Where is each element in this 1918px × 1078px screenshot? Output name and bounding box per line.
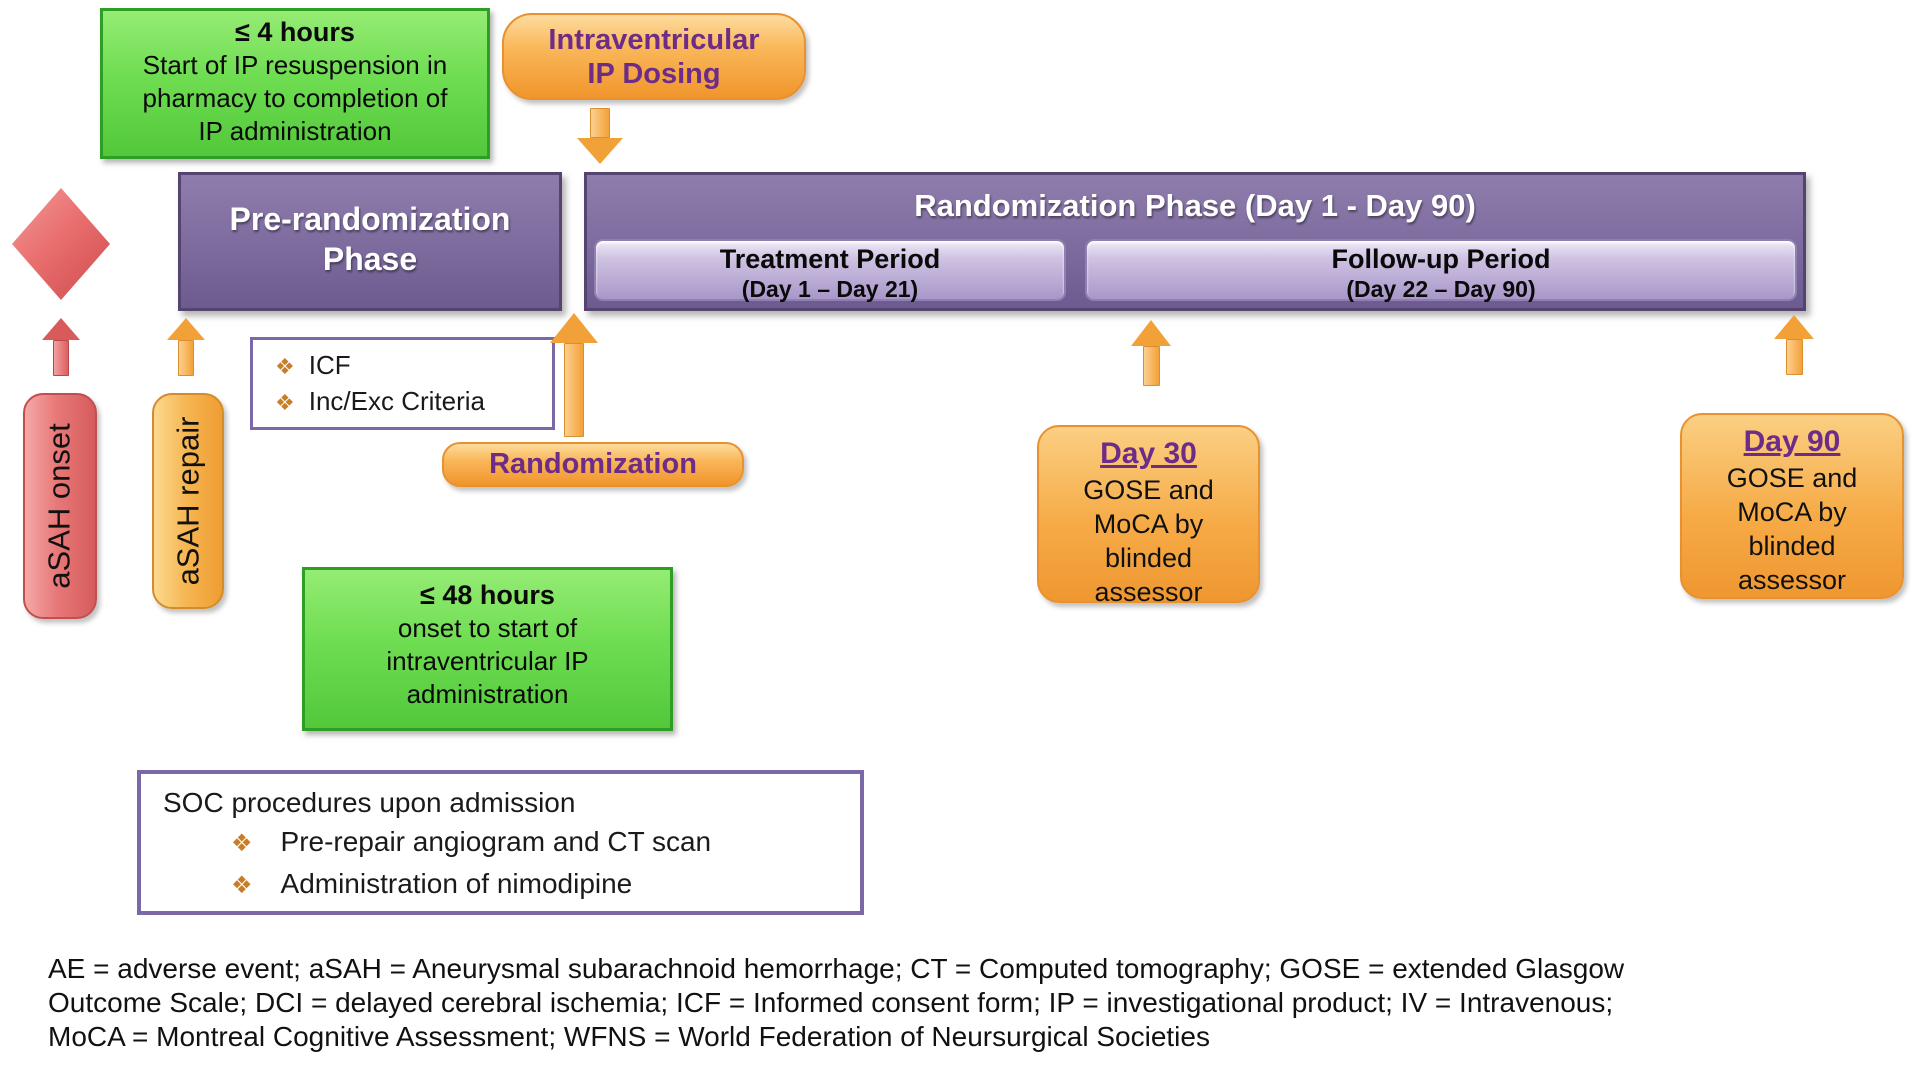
arrow-down-icon bbox=[577, 108, 623, 164]
ivp-dosing-line: IP Dosing bbox=[587, 57, 721, 90]
day90-line: blinded bbox=[1748, 531, 1836, 561]
asah-repair-label bbox=[152, 393, 224, 609]
four-hour-limit-box bbox=[100, 8, 490, 159]
arrow-up-day90-icon bbox=[1774, 315, 1814, 375]
four-hour-limit-line: IP administration bbox=[198, 116, 392, 146]
day30-title: Day 30 bbox=[1100, 437, 1197, 470]
day90-title: Day 90 bbox=[1743, 425, 1841, 458]
diamond-bullet-icon: ❖ bbox=[275, 354, 295, 379]
fortyeight-hour-limit-line: administration bbox=[406, 679, 569, 709]
icf-criteria-box bbox=[250, 337, 555, 430]
day30-assessment-box bbox=[1037, 425, 1260, 607]
four-hour-limit-title: ≤ 4 hours bbox=[235, 17, 355, 47]
asah-onset-label bbox=[23, 393, 97, 619]
legend-line: Outcome Scale; DCI = delayed cerebral ischemia; ICF = Informed consent form; IP = investigational product; IV = Intravenous; bbox=[48, 987, 1614, 1018]
ivp-dosing-line: Intraventricular bbox=[548, 23, 760, 56]
fortyeight-hour-limit-line: intraventricular IP bbox=[386, 646, 589, 676]
abbreviation-legend bbox=[48, 952, 1888, 1054]
diamond-bullet-icon: ❖ bbox=[231, 830, 253, 857]
day90-line: MoCA by bbox=[1737, 497, 1847, 527]
legend-line: MoCA = Montreal Cognitive Assessment; WFNS = World Federation of Neursurgical Societies bbox=[48, 1021, 1210, 1052]
diamond-bullet-icon: ❖ bbox=[275, 390, 295, 415]
icf-item: ICF bbox=[308, 350, 351, 380]
four-hour-limit-line: pharmacy to completion of bbox=[142, 83, 448, 113]
onset-diamond-marker bbox=[12, 188, 110, 300]
soc-procedures-box bbox=[137, 770, 864, 915]
arrow-up-randomization-icon bbox=[550, 313, 598, 437]
pre-randomization-phase-bar bbox=[178, 172, 562, 311]
fortyeight-hour-limit-line: onset to start of bbox=[397, 613, 578, 643]
followup-period-range: (Day 22 – Day 90) bbox=[1346, 276, 1536, 302]
soc-item: Administration of nimodipine bbox=[280, 868, 633, 899]
pre-phase-title-line: Pre-randomization bbox=[229, 201, 511, 237]
randomization-text: Randomization bbox=[489, 448, 697, 480]
legend-line: AE = adverse event; aSAH = Aneurysmal subarachnoid hemorrhage; CT = Computed tomography; GOSE = extended Glasgow bbox=[48, 953, 1625, 984]
four-hour-limit-line: Start of IP resuspension in bbox=[142, 50, 448, 80]
treatment-period-range: (Day 1 – Day 21) bbox=[741, 276, 919, 302]
intraventricular-ip-dosing-label bbox=[502, 13, 806, 100]
diamond-bullet-icon: ❖ bbox=[231, 872, 253, 899]
day90-assessment-box bbox=[1680, 413, 1904, 599]
followup-period-title: Follow-up Period bbox=[1331, 244, 1551, 274]
randomization-label bbox=[442, 442, 744, 487]
asah-onset-text: aSAH onset bbox=[42, 423, 77, 589]
day30-line: blinded bbox=[1104, 543, 1193, 573]
followup-period-bar bbox=[1085, 239, 1797, 301]
treatment-period-bar bbox=[594, 239, 1066, 301]
inc-exc-item: Inc/Exc Criteria bbox=[308, 386, 485, 416]
soc-item: Pre-repair angiogram and CT scan bbox=[280, 826, 712, 857]
randomization-phase-bar bbox=[584, 172, 1806, 311]
asah-repair-text: aSAH repair bbox=[170, 416, 206, 586]
randomization-phase-title: Randomization Phase (Day 1 - Day 90) bbox=[914, 188, 1476, 223]
fortyeight-hour-limit-box bbox=[302, 567, 673, 731]
arrow-up-day30-icon bbox=[1131, 320, 1171, 386]
arrow-up-repair-icon bbox=[167, 318, 205, 376]
soc-title: SOC procedures upon admission bbox=[163, 787, 576, 818]
day30-line: MoCA by bbox=[1093, 509, 1204, 539]
pre-phase-title-line: Phase bbox=[322, 241, 418, 277]
day90-line: assessor bbox=[1737, 565, 1847, 595]
day90-line: GOSE and bbox=[1726, 463, 1858, 493]
day30-line: GOSE and bbox=[1083, 475, 1214, 505]
arrow-up-onset-icon bbox=[42, 318, 80, 376]
day30-line: assessor bbox=[1094, 577, 1203, 607]
fortyeight-hour-limit-title: ≤ 48 hours bbox=[420, 580, 555, 610]
treatment-period-title: Treatment Period bbox=[719, 244, 941, 274]
